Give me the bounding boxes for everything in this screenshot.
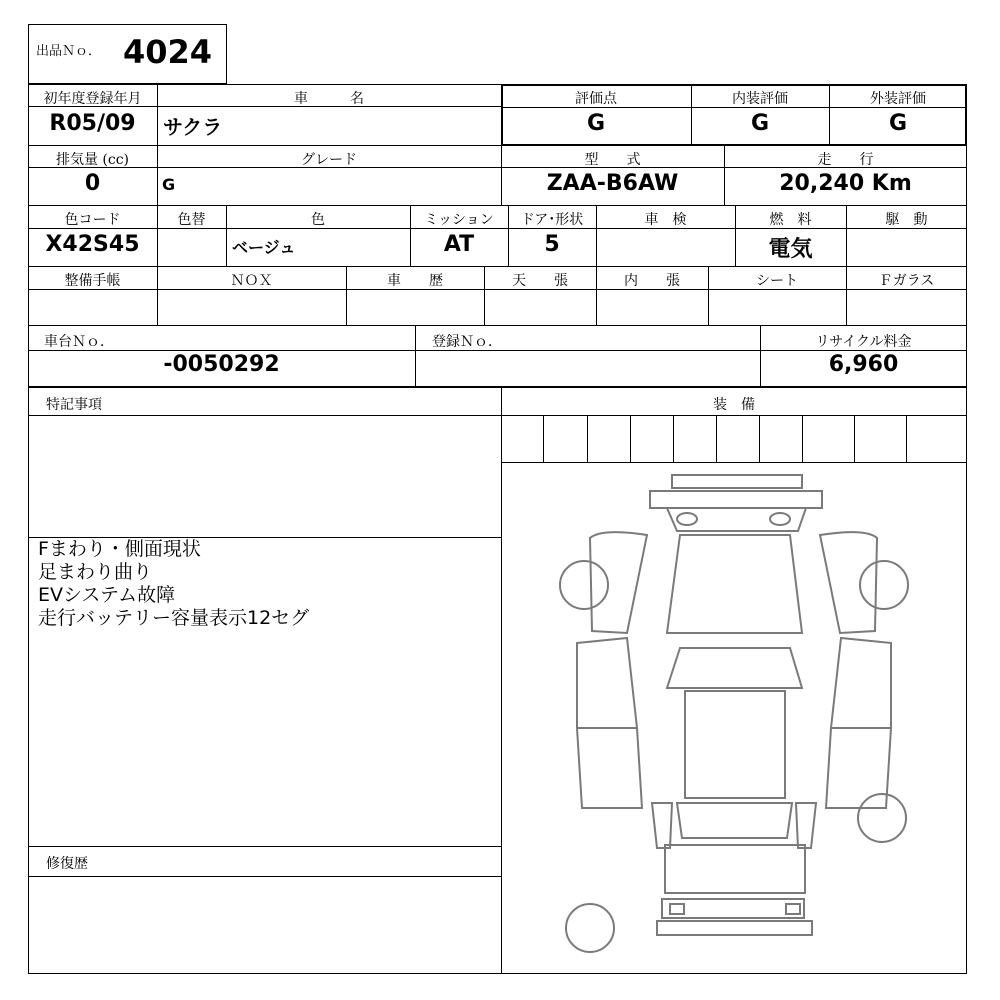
history-label: 車 歴	[387, 273, 443, 289]
equipment-label: 装 備	[713, 397, 755, 413]
car-name-label: 車 名	[294, 91, 364, 107]
chassis-value: -0050292	[163, 352, 280, 377]
fuel-label: 燃 料	[769, 212, 812, 228]
mission-label: ミッション	[424, 212, 494, 228]
repair-label: 修復歴	[46, 856, 88, 872]
note-line: Fまわり・側面現状	[38, 538, 201, 560]
glass-label: Ｆガラス	[878, 273, 935, 289]
exterior-value: G	[888, 111, 908, 136]
lot-number: 4024	[123, 33, 213, 71]
first-reg-label: 初年度登録年月	[43, 91, 142, 107]
first-reg-value: R05/09	[49, 111, 136, 136]
chassis-label: 車台Ｎｏ．	[44, 334, 114, 350]
lot-label: 出品Ｎｏ．	[36, 44, 102, 59]
inspection-label: 車 検	[644, 212, 687, 228]
score-label: 評価点	[575, 91, 617, 107]
fuel-value: 電気	[768, 237, 813, 262]
model-value: ZAA-B6AW	[546, 171, 679, 196]
mission-value: AT	[443, 232, 475, 257]
note-line: 足まわり曲り	[38, 561, 153, 583]
color-label: 色	[311, 212, 325, 228]
grade-value: G	[162, 175, 176, 194]
nox-label: ＮＯＸ	[230, 273, 273, 289]
color-code-value: X42S45	[45, 232, 140, 257]
color-value: ベージュ	[232, 238, 296, 257]
grade-label: グレード	[301, 152, 357, 168]
interior-value: G	[750, 111, 770, 136]
registration-label: 登録Ｎｏ．	[432, 334, 502, 350]
note-line: 走行バッテリー容量表示12セグ	[38, 607, 310, 629]
note-line: EVシステム故障	[38, 584, 176, 606]
seat-label: シート	[756, 273, 798, 289]
displacement-label: 排気量 (cc)	[55, 152, 130, 168]
repaint-label: 色替	[177, 212, 206, 228]
maintenance-label: 整備手帳	[64, 273, 121, 289]
score-value: G	[586, 111, 606, 136]
notes-label: 特記事項	[46, 397, 102, 413]
interior-label: 内装評価	[732, 91, 788, 107]
recycle-value: 6,960	[828, 352, 899, 377]
drive-label: 駆 動	[885, 212, 928, 228]
doors-label: ドア･形状	[520, 212, 584, 228]
interior-trim-label: 内 張	[624, 273, 680, 289]
mileage-value: 20,240 Km	[779, 171, 912, 196]
mileage-label: 走 行	[817, 152, 874, 168]
recycle-label: リサイクル料金	[815, 334, 912, 350]
car-name-value: サクラ	[163, 115, 223, 139]
displacement-value: 0	[84, 171, 101, 196]
car-diagram	[502, 463, 966, 973]
color-code-label: 色コード	[64, 212, 121, 228]
exterior-label: 外装評価	[870, 91, 926, 107]
roof-label: 天 張	[512, 273, 568, 289]
doors-value: 5	[544, 232, 560, 257]
model-label: 型 式	[584, 152, 641, 168]
